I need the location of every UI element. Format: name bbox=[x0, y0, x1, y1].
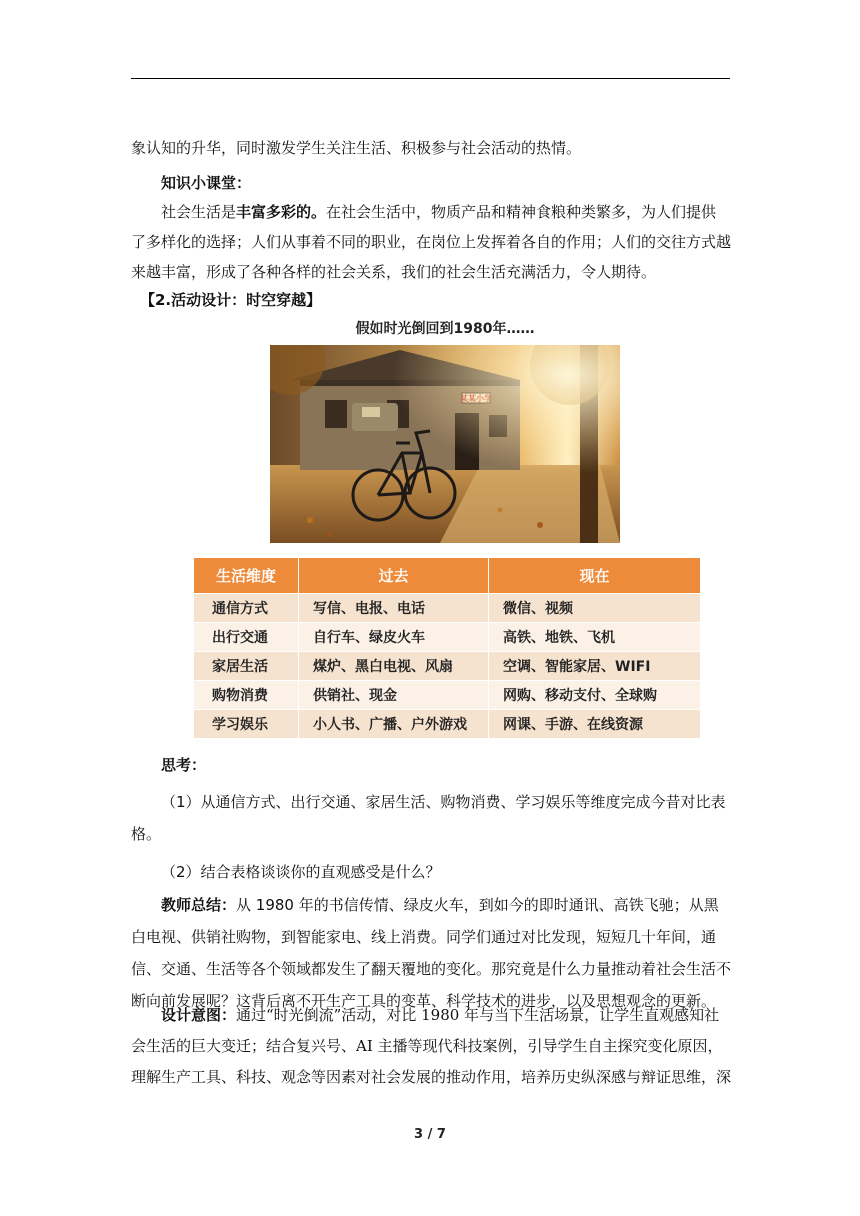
table-cell: 家居生活 bbox=[194, 652, 299, 681]
table-cell: 微信、视频 bbox=[489, 594, 701, 623]
paragraph-continuation: 象认知的升华，同时激发学生关注生活、积极参与社会活动的热情。 bbox=[131, 139, 582, 157]
table-header: 生活维度 bbox=[194, 558, 299, 594]
school-photo bbox=[270, 345, 620, 543]
design-intent bbox=[131, 1000, 731, 1093]
table-cell: 高铁、地铁、飞机 bbox=[489, 623, 701, 652]
table-cell: 写信、电报、电话 bbox=[299, 594, 489, 623]
table-row bbox=[194, 652, 701, 681]
table-cell: 煤炉、黑白电视、风扇 bbox=[299, 652, 489, 681]
table-cell: 网购、移动支付、全球购 bbox=[489, 681, 701, 710]
table-header: 现在 bbox=[489, 558, 701, 594]
activity-heading: 【2.活动设计：时空穿越】 bbox=[140, 291, 322, 309]
table-row bbox=[194, 710, 701, 739]
design-text: 通过“时光倒流”活动，对比 1980 年与当下生活场景，让学生直观感知社会生活的巨大变迁；结合复兴号、AI 主播等现代科技案例，引导学生自主探究变化原因，理解生产工具、科技、观念等因素对社会发展的推动作用，培养历史纵深感与辩证思维，深 bbox=[131, 1006, 732, 1086]
knowledge-emphasis: 丰富多彩的。 bbox=[236, 203, 327, 221]
design-label: 设计意图： bbox=[161, 1006, 237, 1024]
table-header-row bbox=[194, 558, 701, 594]
table-cell: 购物消费 bbox=[194, 681, 299, 710]
table-row bbox=[194, 594, 701, 623]
thinking-heading: 思考： bbox=[161, 756, 207, 774]
header-rule bbox=[131, 78, 730, 79]
image-caption: 假如时光倒回到1980年…… bbox=[355, 321, 535, 337]
summary-label: 教师总结： bbox=[161, 896, 237, 914]
table-cell: 自行车、绿皮火车 bbox=[299, 623, 489, 652]
knowledge-body: 在社会生活中，物质产品和精神食粮种类繁多，为人们提供了多样化的选择；人们从事着不同的职业，在岗位上发挥着各自的作用；人们的交往方式越来越丰富，形成了各种各样的社会关系，我们的社会生活充满活力，令人期待。 bbox=[131, 203, 732, 281]
knowledge-paragraph bbox=[131, 197, 731, 287]
table-cell: 通信方式 bbox=[194, 594, 299, 623]
knowledge-heading: 知识小课堂： bbox=[161, 174, 252, 192]
comparison-table bbox=[193, 557, 701, 739]
table-cell: 供销社、现金 bbox=[299, 681, 489, 710]
question-1: （1）从通信方式、出行交通、家居生活、购物消费、学习娱乐等维度完成今昔对比表格。 bbox=[131, 793, 726, 843]
table-cell: 学习娱乐 bbox=[194, 710, 299, 739]
table-header: 过去 bbox=[299, 558, 489, 594]
question-2: （2）结合表格谈谈你的直观感受是什么？ bbox=[161, 863, 441, 881]
table-row bbox=[194, 681, 701, 710]
knowledge-lead: 社会生活是 bbox=[161, 203, 237, 221]
table-cell: 空调、智能家居、WIFI bbox=[489, 652, 701, 681]
table-row bbox=[194, 623, 701, 652]
summary-text: 从 1980 年的书信传情、绿皮火车，到如今的即时通讯、高铁飞驰；从黑白电视、供销社购物，到智能家电、线上消费。同学们通过对比发现，短短几十年间，通信、交通、生活等各个领域都发生了翻天覆地的变化。那究竟是什么力量推动着社会生活不断向前发展呢？这背后离不开生产工具的变革、科学技术的进步，以及思想观念的更新。 bbox=[131, 896, 732, 1010]
table-cell: 小人书、广播、户外游戏 bbox=[299, 710, 489, 739]
page-number: 3 / 7 bbox=[414, 1127, 446, 1142]
table-cell: 网课、手游、在线资源 bbox=[489, 710, 701, 739]
table-cell: 出行交通 bbox=[194, 623, 299, 652]
teacher-summary bbox=[131, 889, 731, 1017]
